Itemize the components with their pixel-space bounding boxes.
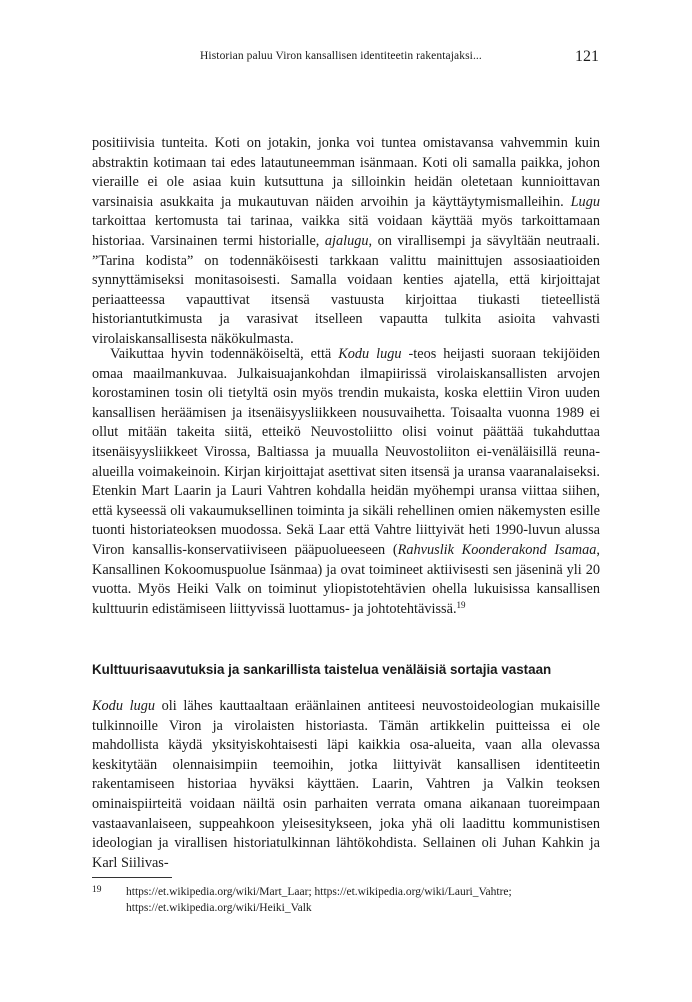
footnote-text: https://et.wikipedia.org/wiki/Mart_Laar; https://et.wikipedia.org/wiki/Lauri_Vahtre; https://et.wikipedia.org/wiki/Heiki_Valk [126,886,512,914]
footnote-divider [92,877,172,878]
text-run: tarkoittaa kertomusta tai tarinaa, vaikka sitä voidaan käyttää myös tarkoittamaan historiaa. Varsinainen termi historialle, [92,213,600,249]
footnote-number: 19 [92,885,102,895]
page-number: 121 [575,48,599,65]
italic-term-lugu: Lugu [570,193,600,210]
text-run: -teos heijasti suoraan tekijöiden omaa maailmankuvaa. Julkaisuajankohdan ilmapiirissä virolaiskansallisten arvojen korostaminen tosin oli tietyltä osin myös trendin mukaista, koska elettiin Viron uuden kansallisen heräämisen ja itsenäisyysliikkeen nousuvaihetta. Toisaalta vuonna 1989 ei ollut mitään takeita siitä, etteikö Neuvostoliitto olisi voinut päättää tukahduttaa itsenäisyysliikkeet Virossa, Baltiassa ja muualla Neuvostoliiton ei-venäläisillä reuna-alueilla voimakeinoin. Kirjan kirjoittajat asettivat siten itsensä ja uransa vaaranalaiseksi. Etenkin Mart Laarin ja Lauri Vahtren kohdalla heidän myöhempi uransa viittaa siihen, että kyseessä oli vakaumuksellinen toiminta ja sikäli rehellinen omien näkemysten esille tuonti historiateoksen muodossa. Sekä Laar että Vahtre liittyivät heti 1990-luvun alussa Viron kansallis-konservatiiviseen pääpuolueeseen ( [92,346,601,558]
footnote [92,885,600,916]
italic-party-name: Rahvuslik Koonderakond Isamaa [397,541,597,558]
paragraph-1 [92,134,600,350]
section-heading: Kulttuurisaavutuksia ja sankarillista taistelua venäläisiä sortajia vastaan [92,662,552,677]
text-run: , on virallisempi ja sävyltään neutraali. ”Tarina kodista” on todennäköisesti tarkkaan valittu mainittujen assosiaatioiden synnyttämiseksi monitasoisesti. Samalla voidaan kenties ajatella, että kirjoittajat periaatteessa vapauttivat itsensä vastuusta kirjoittaa tiukasti tieteellistä historiantutkimusta ja varasivat itselleen vapautta tulkita asioita vahvasti virolaiskansallisesta näkökulmasta. [92,232,600,347]
italic-title-kodu-lugu: Kodu lugu [92,698,156,714]
text-run: oli lähes kauttaaltaan eräänlainen antiteesi neuvostoideologian mukaisille tulkinnoille Viron ja virolaisten historiasta. Tämän artikkelin puitteissa ei ole mahdollista käydä yksityiskohtaisesti läpi kaikkia osa-alueita, vaan alla olevassa keskitytään olennaisimpiin teemoihin, jotka liittyivät kansallisen identiteetin rakentamiseen historiaa hyväksi käyttäen. Laarin, Vahtren ja Valkin teoksen ominaispiirteitä voidaan näiltä osin parhaiten verrata omana aikanaan tuoreimpaan vastaavanlaiseen, suppeahkoon yleisesitykseen, joka yhä oli laadittu kommunistisen ideologian ja virallisen historiatulkinnan lähtökohdista. Sellainen oli Juhan Kahkin ja Karl Siilivas- [92,698,600,871]
text-run: positiivisia tunteita. Koti on jotakin, jonka voi tuntea omistavansa vahvemmin kuin abstraktin kotimaan tai edes latautuneemman isänmaan. Koti oli samalla paikka, johon vieraille ei ole asiaa kuin kutsuttuna ja silloinkin heidän oletetaan kunnioittavan varsinaisia asukkaita ja mukautuvan näiden arvoihin ja käyttäytymismalleihin. [92,135,600,210]
paragraph-3 [92,697,600,873]
paragraph-2 [92,345,600,619]
text-run: Vaikuttaa hyvin todennäköiseltä, että [110,346,339,362]
italic-term-ajalugu: ajalugu [324,232,369,249]
text-run: , Kansallinen Kokoomuspuolue Isänmaa) ja ovat toimineet aktiivisesti sen jäseninä yli 20 vuotta. Myös Heiki Valk on toiminut yliopistotehtävien ohella lukuisissa kansallisen kulttuurin edistämiseen liittyvissä luottamus- ja johtotehtävissä. [92,541,600,617]
footnote-reference[interactable]: 19 [456,599,466,610]
running-header: Historian paluu Viron kansallisen identiteetin rakentajaksi... [200,50,482,62]
italic-title-kodu-lugu: Kodu lugu [338,346,402,362]
